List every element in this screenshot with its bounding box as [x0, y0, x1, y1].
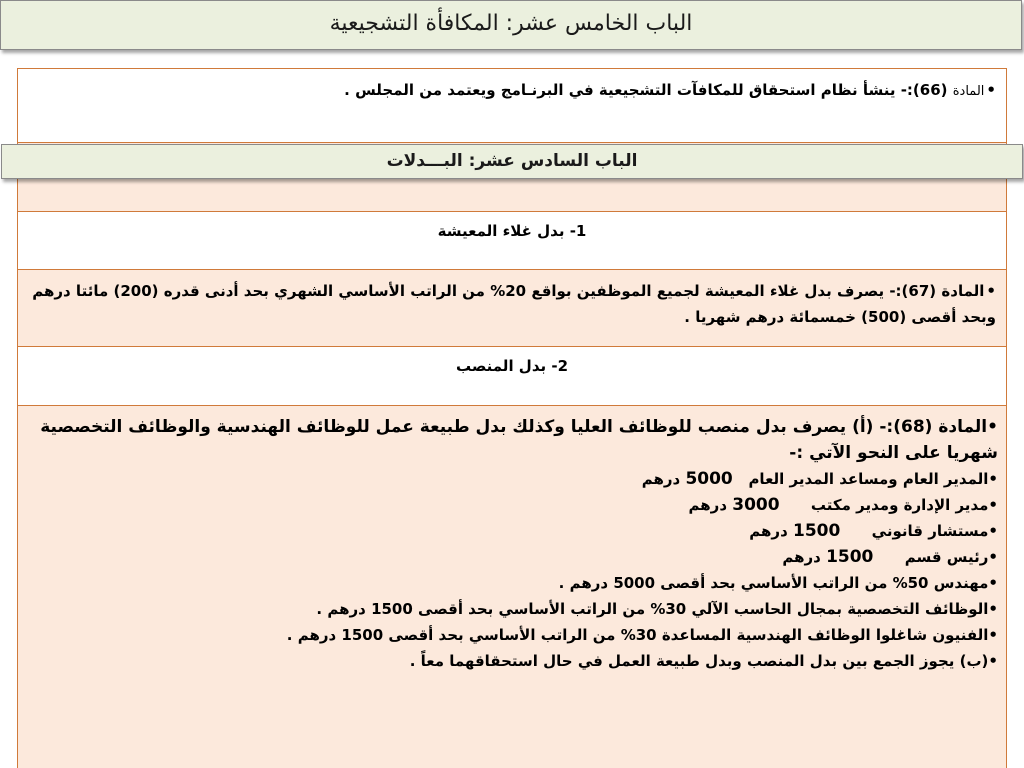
item-amount: 3000 — [732, 495, 780, 515]
article67-label: المادة — [941, 282, 985, 300]
article68-label: المادة — [938, 417, 988, 437]
article68-intro-text: (68):- (أ) يصرف بدل منصب للوظائف العليا وكذلك بدل طبيعة عمل للوظائف الهندسية والوظائف التخصصية شهريا على النحو الآتي :- — [40, 417, 998, 463]
article66-text: (66):- ينشأ نظام استحقاق للمكافآت التشجيعية في البرنـامج ويعتمد من المجلس . — [344, 81, 948, 99]
item-name: مدير الإدارة ومدير مكتب — [810, 496, 989, 514]
item-name: المدير العام ومساعد المدير العام — [748, 470, 989, 488]
item-amount: 1500 — [793, 521, 841, 541]
clause-b-item: •(ب) يجوز الجمع بين بدل المنصب وبدل طبيعة العمل في حال استحقاقهما معاً . — [409, 652, 998, 670]
item-unit: درهم — [688, 496, 728, 514]
list-item: •رئيس قسم 1500 درهم — [782, 547, 998, 567]
section1-title: 1- بدل غلاء المعيشة — [437, 222, 587, 240]
section2-title: 2- بدل المنصب — [455, 357, 569, 375]
chapter15-banner — [0, 0, 1022, 50]
item-unit: درهم — [641, 470, 681, 488]
engineer-item: •مهندس 50% من الراتب الأساسي بحد أقصى 5000 درهم . — [558, 574, 998, 592]
item-unit: درهم — [749, 522, 788, 540]
article66-label: المادة — [952, 84, 985, 99]
article67-row: •المادة (67):- يصرف بدل غلاء المعيشة لجميع الموظفين بواقع 20% من الراتب الأساسي الشهري بحد أدنى قدره (200) مائتا درهم وبحد أقصى (500) خمسمائة درهم شهريا . — [18, 270, 1006, 347]
chapter15-title: الباب الخامس عشر: المكافأة التشجيعية — [329, 11, 693, 36]
list-item: •المدير العام ومساعد المدير العام 5000 درهم — [641, 469, 998, 489]
item-name: رئيس قسم — [904, 548, 989, 566]
chapter16-title: الباب السادس عشر: البـــدلات — [386, 151, 638, 171]
list-item: •مستشار قانوني 1500 درهم — [749, 521, 998, 541]
list-item: •مدير الإدارة ومدير مكتب 3000 درهم — [688, 495, 998, 515]
article68-intro: •المادة (68):- (أ) يصرف بدل منصب للوظائف العليا وكذلك بدل طبيعة عمل للوظائف الهندسية والوظائف التخصصية شهريا على النحو الآتي :- — [40, 417, 998, 463]
item-amount: 5000 — [685, 469, 733, 489]
article66-row: •المادة (66):- ينشأ نظام استحقاق للمكافآت التشجيعية في البرنـامج ويعتمد من المجلس . — [18, 69, 1006, 143]
section2-row — [18, 347, 1006, 406]
chapter16-banner — [1, 144, 1023, 179]
article68-row — [18, 406, 1006, 768]
item-unit: درهم — [782, 548, 821, 566]
article67-text: (67):- يصرف بدل غلاء المعيشة لجميع الموظفين بواقع 20% من الراتب الأساسي الشهري بحد أدنى قدره (200) مائتا درهم وبحد أقصى (500) خمسمائة درهم شهريا . — [32, 282, 996, 326]
item-name: مستشار قانوني — [871, 522, 989, 540]
item-amount: 1500 — [826, 547, 874, 567]
section1-row — [18, 212, 1006, 270]
technicians-item: •الفنيون شاغلوا الوظائف الهندسية المساعدة 30% من الراتب الأساسي بحد أقصى 1500 درهم . — [286, 626, 998, 644]
it-jobs-item: •الوظائف التخصصية بمجال الحاسب الآلي 30% من الراتب الأساسي بحد أقصى 1500 درهم . — [316, 600, 998, 618]
